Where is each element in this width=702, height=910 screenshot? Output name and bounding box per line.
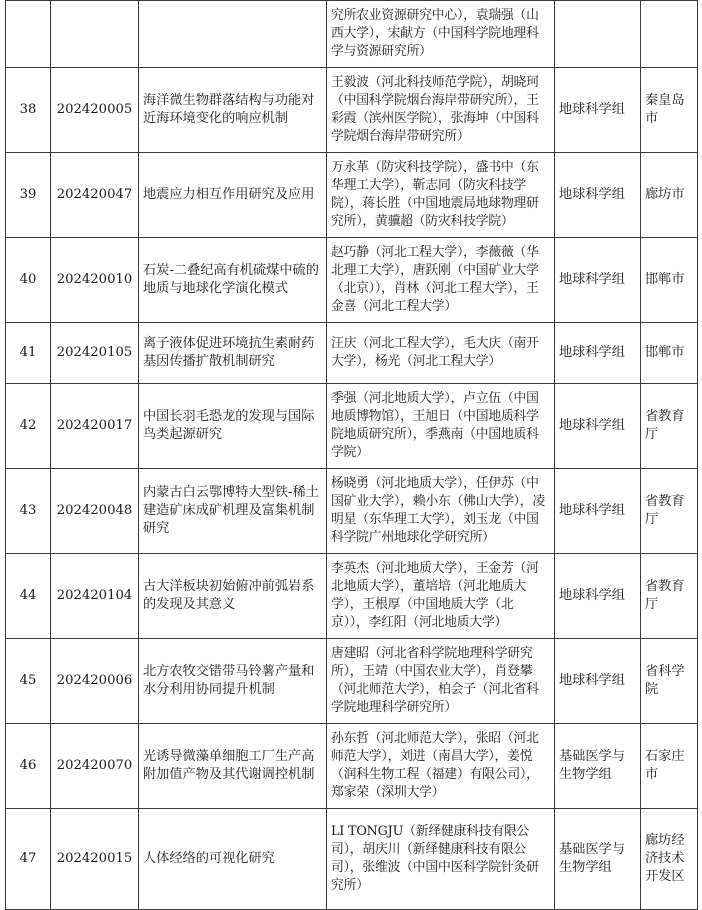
table-row	[6, 554, 698, 639]
contributors-cell: 赵巧静（河北工程大学），李薇薇（华北理工大学），唐跃刚（中国矿业大学（北京）），肖林（河北工程大学），王金喜（河北工程大学）	[327, 238, 555, 323]
discipline-group-cell: 地球科学组	[555, 639, 641, 724]
project-title-cell: 内蒙古白云鄂博特大型铁-稀土建造矿床成矿机理及富集机制研究	[139, 469, 327, 554]
row-number-cell: 41	[6, 323, 51, 384]
project-title-cell: 人体经络的可视化研究	[139, 809, 327, 910]
row-number-cell: 44	[6, 554, 51, 639]
contributors-cell: LI TONGJU（新绎健康科技有限公司），胡庆川（新绎健康科技有限公司），张维波（中国中医科学院针灸研究所）	[327, 809, 555, 910]
discipline-group-cell: 地球科学组	[555, 238, 641, 323]
row-number-cell: 42	[6, 384, 51, 469]
table-row	[6, 1, 698, 68]
project-id-cell: 202420070	[51, 724, 139, 809]
row-number-cell: 46	[6, 724, 51, 809]
table-row	[6, 238, 698, 323]
contributors-cell: 唐建昭（河北省科学院地理科学研究所），王靖（中国农业大学），肖登攀（河北师范大学），柏会子（河北省科学院地理科学研究所）	[327, 639, 555, 724]
project-title-cell: 中国长羽毛恐龙的发现与国际鸟类起源研究	[139, 384, 327, 469]
nominating-unit-cell: 省教育厅	[641, 384, 698, 469]
row-number-cell: 39	[6, 153, 51, 238]
nominating-unit-cell: 省科学院	[641, 639, 698, 724]
table-row	[6, 153, 698, 238]
discipline-group-cell: 地球科学组	[555, 469, 641, 554]
project-id-cell: 202420015	[51, 809, 139, 910]
discipline-group-cell	[555, 1, 641, 68]
nominating-unit-cell: 廊坊市	[641, 153, 698, 238]
nominating-unit-cell: 石家庄市	[641, 724, 698, 809]
awards-table	[5, 0, 698, 910]
project-id-cell: 202420105	[51, 323, 139, 384]
project-title-cell	[139, 1, 327, 68]
project-title-cell: 海洋微生物群落结构与功能对近海环境变化的响应机制	[139, 68, 327, 153]
table-row	[6, 639, 698, 724]
table-row	[6, 809, 698, 910]
discipline-group-cell: 地球科学组	[555, 384, 641, 469]
nominating-unit-cell: 省教育厅	[641, 554, 698, 639]
contributors-cell: 万永革（防灾科技学院），盛书中（东华理工大学），靳志同（防灾科技学院），蒋长胜（中国地震局地球物理研究所），黄骥超（防灾科技学院）	[327, 153, 555, 238]
discipline-group-cell: 基础医学与生物学组	[555, 809, 641, 910]
nominating-unit-cell	[641, 1, 698, 68]
project-id-cell: 202420047	[51, 153, 139, 238]
discipline-group-cell: 基础医学与生物学组	[555, 724, 641, 809]
nominating-unit-cell: 秦皇岛市	[641, 68, 698, 153]
row-number-cell: 43	[6, 469, 51, 554]
row-number-cell: 47	[6, 809, 51, 910]
project-id-cell: 202420048	[51, 469, 139, 554]
awards-table-body	[6, 1, 698, 910]
project-id-cell: 202420010	[51, 238, 139, 323]
table-row	[6, 724, 698, 809]
contributors-cell: 李英杰（河北地质大学），王金芳（河北地质大学），董培培（河北地质大学），王根厚（中国地质大学（北京）），李红阳（河北地质大学）	[327, 554, 555, 639]
project-title-cell: 石炭-二叠纪高有机硫煤中硫的地质与地球化学演化模式	[139, 238, 327, 323]
contributors-cell: 季强（河北地质大学），卢立伍（中国地质博物馆），王旭日（中国地质科学院地质研究所），季燕南（中国地质科学院）	[327, 384, 555, 469]
project-id-cell: 202420104	[51, 554, 139, 639]
row-number-cell	[6, 1, 51, 68]
project-title-cell: 北方农牧交错带马铃薯产量和水分利用协同提升机制	[139, 639, 327, 724]
project-title-cell: 地震应力相互作用研究及应用	[139, 153, 327, 238]
contributors-cell: 王毅波（河北科技师范学院），胡晓珂（中国科学院烟台海岸带研究所），王彩霞（滨州医学院），张海坤（中国科学院烟台海岸带研究所）	[327, 68, 555, 153]
row-number-cell: 40	[6, 238, 51, 323]
discipline-group-cell: 地球科学组	[555, 554, 641, 639]
discipline-group-cell: 地球科学组	[555, 153, 641, 238]
project-id-cell: 202420005	[51, 68, 139, 153]
nominating-unit-cell: 廊坊经济技术开发区	[641, 809, 698, 910]
table-row	[6, 68, 698, 153]
nominating-unit-cell: 省教育厅	[641, 469, 698, 554]
project-title-cell: 离子液体促进环境抗生素耐药基因传播扩散机制研究	[139, 323, 327, 384]
row-number-cell: 38	[6, 68, 51, 153]
project-title-cell: 光诱导微藻单细胞工厂生产高附加值产物及其代谢调控机制	[139, 724, 327, 809]
project-id-cell	[51, 1, 139, 68]
contributors-cell: 汪庆（河北工程大学），毛大庆（南开大学），杨光（河北工程大学）	[327, 323, 555, 384]
table-row	[6, 384, 698, 469]
discipline-group-cell: 地球科学组	[555, 68, 641, 153]
project-title-cell: 古大洋板块初始俯冲前弧岩系的发现及其意义	[139, 554, 327, 639]
row-number-cell: 45	[6, 639, 51, 724]
contributors-cell: 究所农业资源研究中心），袁瑞强（山西大学），宋献方（中国科学院地理科学与资源研究所）	[327, 1, 555, 68]
contributors-cell: 杨晓勇（河北地质大学），任伊苏（中国矿业大学），赖小东（佛山大学），凌明星（东华理工大学），刘玉龙（中国科学院广州地球化学研究所）	[327, 469, 555, 554]
discipline-group-cell: 地球科学组	[555, 323, 641, 384]
project-id-cell: 202420017	[51, 384, 139, 469]
project-id-cell: 202420006	[51, 639, 139, 724]
table-row	[6, 323, 698, 384]
nominating-unit-cell: 邯郸市	[641, 323, 698, 384]
table-row	[6, 469, 698, 554]
contributors-cell: 孙东哲（河北师范大学），张昭（河北师范大学），刘进（南昌大学），姜悦（润科生物工程（福建）有限公司），郑家荣（深圳大学）	[327, 724, 555, 809]
nominating-unit-cell: 邯郸市	[641, 238, 698, 323]
